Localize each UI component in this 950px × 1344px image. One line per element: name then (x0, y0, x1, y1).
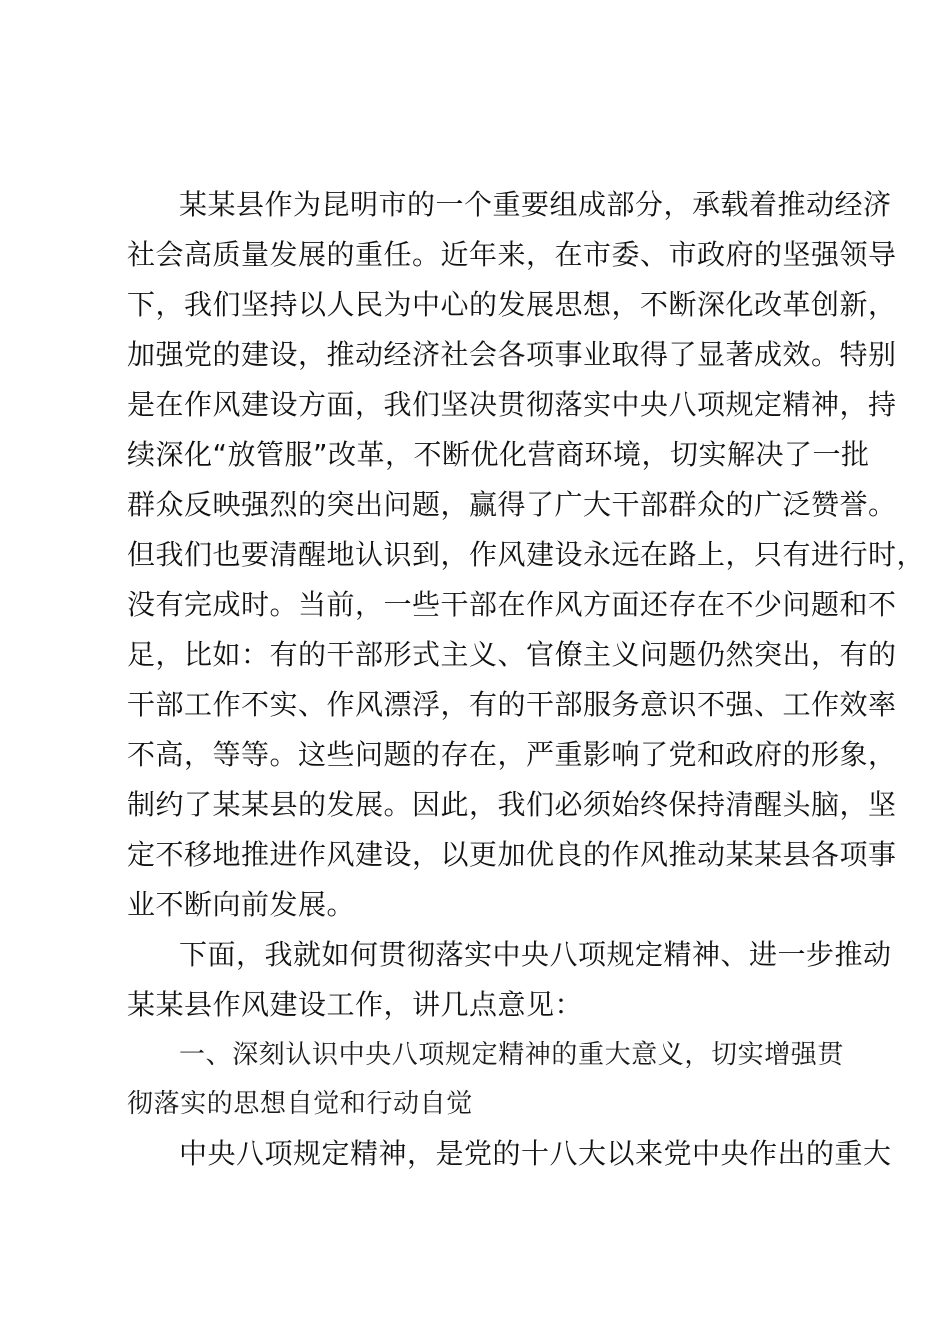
paragraph-line: 业不断向前发展。 (127, 888, 356, 921)
paragraph-line: 不高，等等。这些问题的存在，严重影响了党和政府的形象， (127, 738, 897, 771)
paragraph-line: 是在作风建设方面，我们坚决贯彻落实中央八项规定精神，持 (127, 388, 897, 421)
paragraph-line: 社会高质量发展的重任。近年来，在市委、市政府的坚强领导 (127, 238, 897, 271)
paragraph-line: 但我们也要清醒地认识到，作风建设永远在路上，只有进行时， (127, 538, 926, 571)
paragraph-line: 足，比如：有的干部形式主义、官僚主义问题仍然突出，有的 (127, 638, 897, 671)
paragraph-line: 某某县作为昆明市的一个重要组成部分，承载着推动经济 (179, 188, 892, 221)
paragraph-line: 续深化“放管服”改革，不断优化营商环境，切实解决了一批 (127, 438, 870, 471)
paragraph-line: 干部工作不实、作风漂浮，有的干部服务意识不强、工作效率 (127, 688, 897, 721)
paragraph-line: 没有完成时。当前，一些干部在作风方面还存在不少问题和不 (127, 588, 897, 621)
section-heading-line: 彻落实的思想自觉和行动自觉 (127, 1089, 473, 1119)
paragraph-line: 加强党的建设，推动经济社会各项事业取得了显著成效。特别 (127, 338, 897, 371)
section-heading-line: 一、深刻认识中央八项规定精神的重大意义，切实增强贯 (179, 1040, 845, 1070)
paragraph-line: 某某县作风建设工作，讲几点意见： (127, 988, 584, 1021)
paragraph-line: 群众反映强烈的突出问题，赢得了广大干部群众的广泛赞誉。 (127, 488, 897, 521)
paragraph-line: 中央八项规定精神，是党的十八大以来党中央作出的重大 (179, 1137, 892, 1170)
paragraph-line: 定不移地推进作风建设，以更加优良的作风推动某某县各项事 (127, 838, 897, 871)
paragraph-line: 下，我们坚持以人民为中心的发展思想，不断深化改革创新， (127, 288, 897, 321)
paragraph-line: 下面，我就如何贯彻落实中央八项规定精神、进一步推动 (179, 938, 892, 971)
paragraph-line: 制约了某某县的发展。因此，我们必须始终保持清醒头脑，坚 (127, 788, 897, 821)
